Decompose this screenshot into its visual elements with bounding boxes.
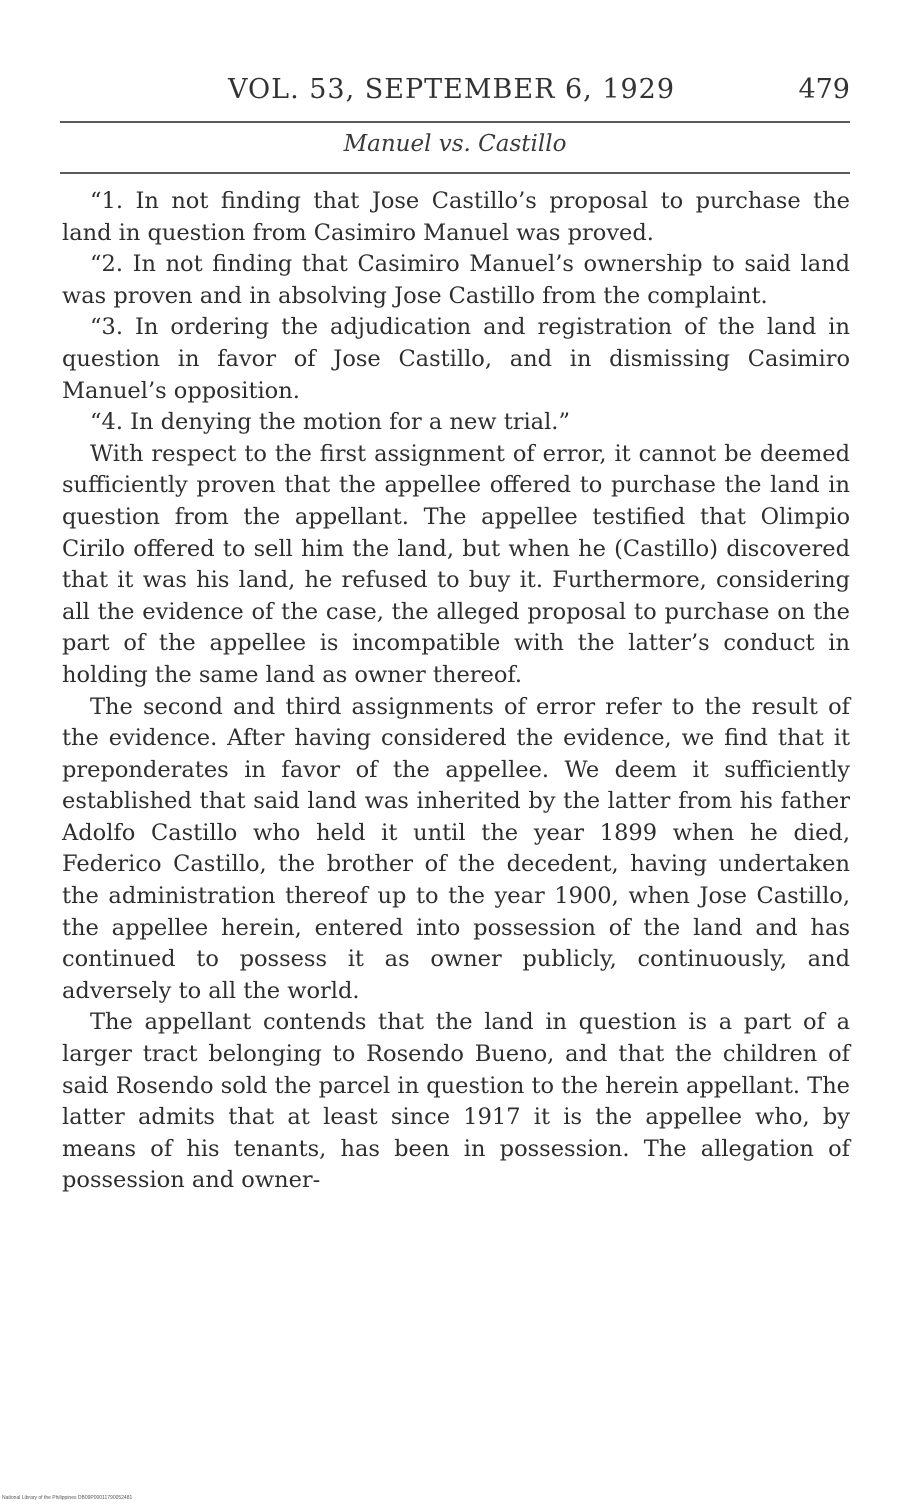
case-title: Manuel vs. Castillo: [343, 131, 567, 157]
header-rule-bottom: [60, 172, 850, 174]
paragraph-error-2: “2. In not finding that Casimiro Manuel’s ownership to said land was proven and in absolving Jose Castillo from the complaint.: [62, 251, 850, 309]
body-text: [62, 186, 850, 1197]
paragraph-error-4: “4. In denying the motion for a new trial.”: [90, 409, 570, 436]
paragraph-error-3: “3. In ordering the adjudication and registration of the land in question in favor of Jose Castillo, and in dismissing Casimiro Manuel’s opposition.: [62, 314, 850, 404]
page-number: 479: [798, 74, 850, 105]
scan-credit: National Library of the Philippines DB09P00011790052481: [2, 1495, 133, 1501]
paragraph-first-assignment: With respect to the first assignment of error, it cannot be deemed sufficiently proven that the appellee offered to purchase the land in question from the appellant. The appellee testified that Olimpio Cirilo offered to sell him the land, but when he (Castillo) discovered that it was his land, he refused to buy it. Furthermore, considering all the evidence of the case, the alleged proposal to purchase on the part of the appellee is incompatible with the latter’s conduct in holding the same land as owner thereof.: [62, 440, 850, 688]
volume-date-heading: VOL. 53, SEPTEMBER 6, 1929: [228, 74, 676, 105]
running-head: [60, 74, 850, 114]
paragraph-appellant-contention: The appellant contends that the land in question is a part of a larger tract belonging to Rosendo Bueno, and that the children of said Rosendo sold the parcel in question to the herein appellant. The latter admits that at least since 1917 it is the appellee who, by means of his tenants, has been in possession. The allegation of possession and owner-: [62, 1009, 850, 1194]
paragraph-error-1: “1. In not finding that Jose Castillo’s proposal to purchase the land in question from Casimiro Manuel was proved.: [62, 188, 850, 246]
paragraph-second-third-assignments: The second and third assignments of error refer to the result of the evidence. After having considered the evidence, we find that it preponderates in favor of the appellee. We deem it sufficiently established that said land was inherited by the latter from his father Adolfo Castillo who held it until the year 1899 when he died, Federico Castillo, the brother of the decedent, having undertaken the administration thereof up to the year 1900, when Jose Castillo, the appellee herein, entered into possession of the land and has continued to possess it as owner publicly, continuously, and adversely to all the world.: [62, 693, 850, 1004]
header-rule-top: [60, 121, 850, 123]
